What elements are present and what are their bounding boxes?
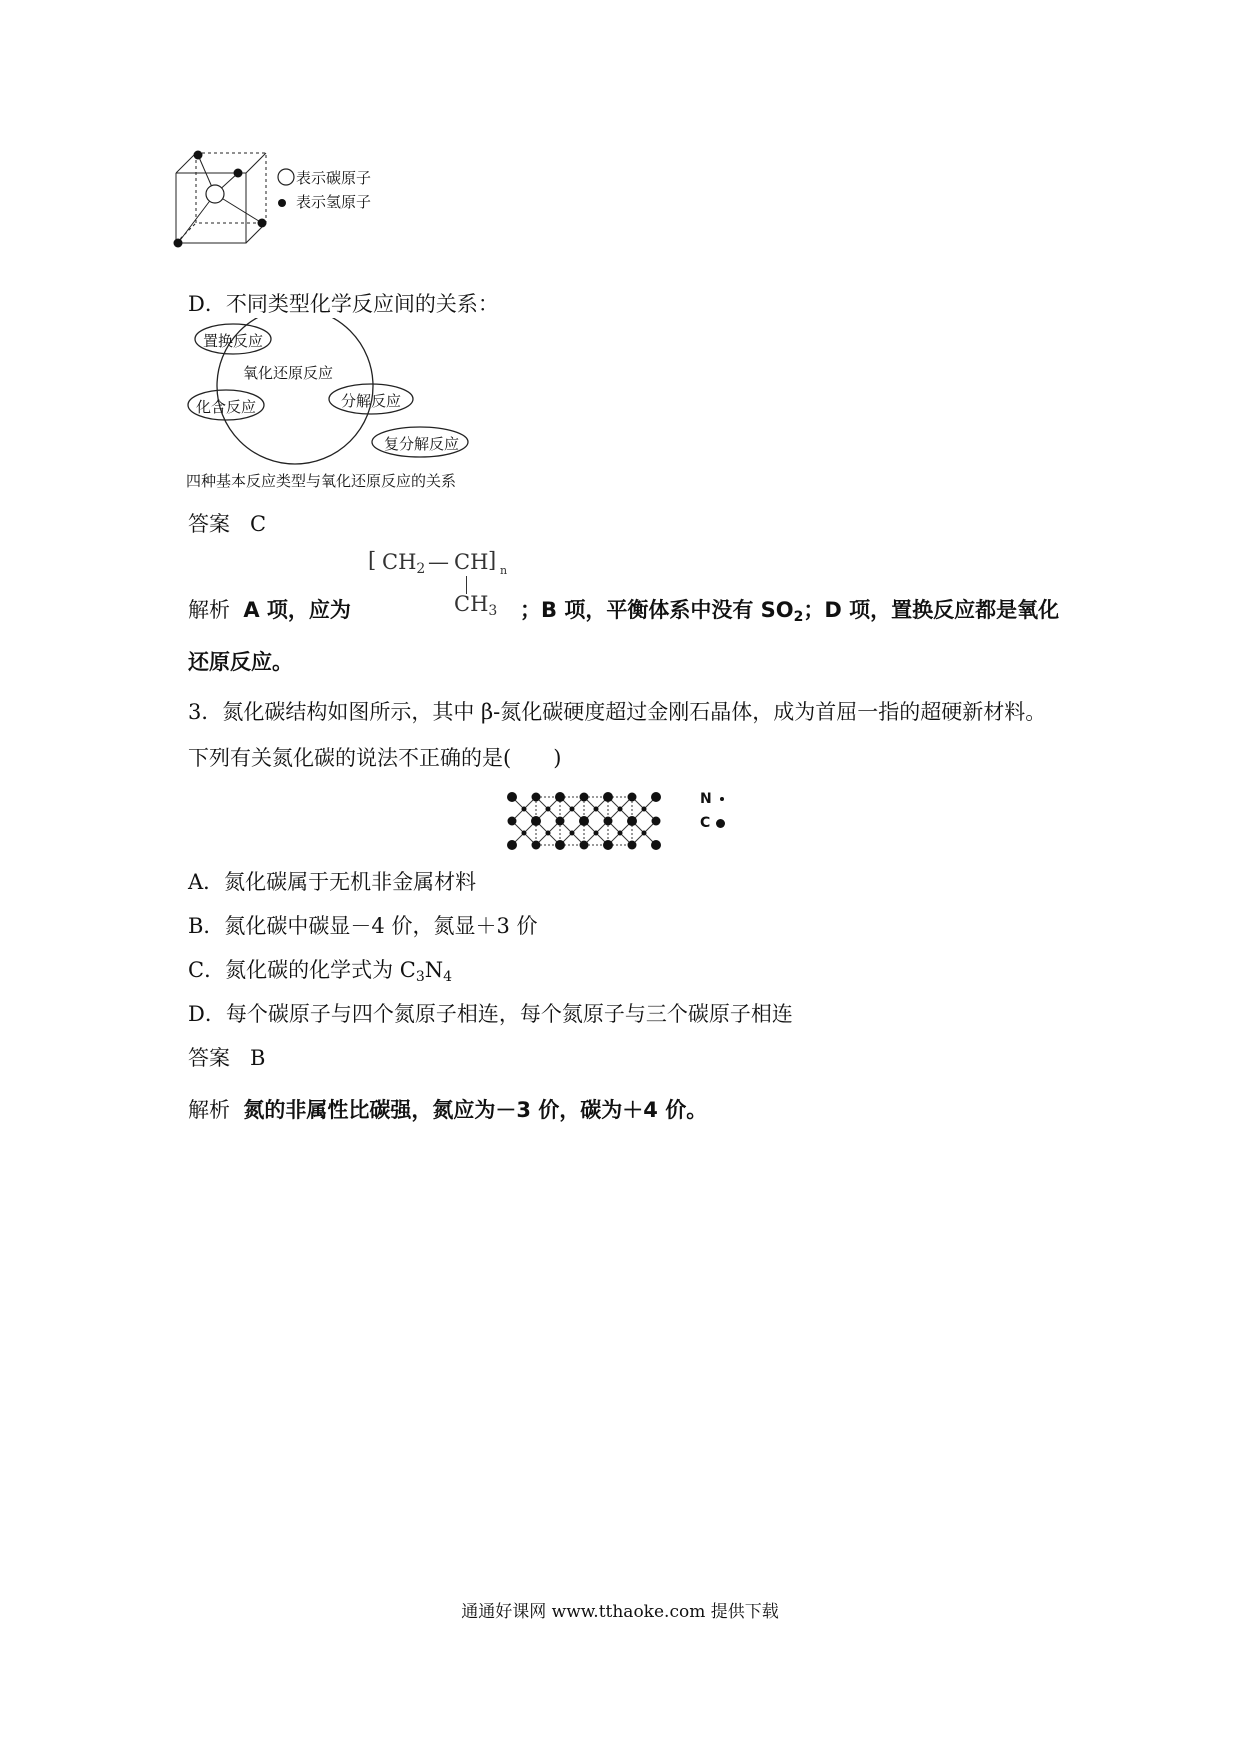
nitrogen-atom [618,831,623,836]
carbon-atom [579,816,589,826]
polymer-ch: CH [454,550,489,574]
polymer-formula [368,548,518,619]
carbon-atom [555,792,565,802]
displacement-label: 置换反应 [203,332,264,350]
double-decomposition-label: 复分解反应 [384,435,460,453]
nitrogen-atom [594,831,599,836]
carbon-atom [532,793,541,802]
hydrogen-legend-icon [278,199,286,207]
q3-option-b: B．氮化碳中碳显－4 价，氮显＋3 价 [188,914,538,938]
q2-analysis-line1 [188,596,351,624]
q3-option-a: A．氮化碳属于无机非金属材料 [188,870,477,894]
legend-carbon-label: 表示碳原子 [296,169,372,187]
legend-c: C [700,815,725,831]
q2-answer [188,510,266,538]
analysis-part1: A 项，应为 [243,598,351,622]
carbon-atom [507,840,517,850]
polymer-n: n [500,564,508,577]
carbon-atom [604,817,613,826]
footer-text: 通通好课网 www.tthaoke.com 提供下载 [461,1602,779,1622]
polymer-right-bracket: ] [488,548,497,572]
nitrogen-atom [546,831,551,836]
option-d-text: D．不同类型化学反应间的关系： [188,292,499,316]
nitrogen-atom [642,831,647,836]
q3-answer [188,1044,265,1072]
carbon-atom [651,840,661,850]
legend-n: N [700,791,724,807]
hydrogen-atom [234,169,243,178]
nitrogen-atom [594,807,599,812]
nitrogen-atom [522,831,527,836]
carbon-atom [556,817,565,826]
reaction-diagram-caption: 四种基本反应类型与氧化还原反应的关系 [186,472,457,490]
decomposition-label: 分解反应 [341,392,402,410]
carbon-atom [628,793,637,802]
carbon-atom [603,792,613,802]
hydrogen-atom [174,239,183,248]
polymer-bond: — [428,550,449,574]
polymer-left-bracket: [ [368,548,377,572]
nitrogen-atom [546,807,551,812]
q3-stem-line2: 下列有关氮化碳的说法不正确的是( ) [188,746,562,770]
carbon-atom [508,817,517,826]
carbon-atom [206,185,224,203]
combination-label: 化合反应 [196,398,257,416]
nitrogen-atom [570,831,575,836]
hydrogen-atom [258,219,267,228]
carbon-atom [628,841,637,850]
nitrogen-atom [570,807,575,812]
carbon-atom [580,793,589,802]
analysis-text: 氮的非属性比碳强，氮应为－3 价，碳为＋4 价。 [243,1098,708,1122]
nitrogen-atom [642,807,647,812]
analysis-label: 解析 [188,598,230,622]
carbon-atom [507,792,517,802]
carbon-atom [555,840,565,850]
carbon-atom [603,840,613,850]
analysis-label: 解析 [188,1098,230,1122]
q3-option-d: D．每个碳原子与四个氮原子相连，每个氮原子与三个碳原子相连 [188,1002,793,1026]
carbon-atom [580,841,589,850]
carbon-atom [531,816,541,826]
polymer-ch2: $CH_2$ [382,550,426,577]
nitrogen-atom [618,807,623,812]
redox-label: 氧化还原反应 [243,364,334,382]
answer-value: C [250,512,267,536]
q2-analysis-line2: 还原反应。 [188,650,293,674]
nitrogen-atom [522,807,527,812]
answer-label: 答案 [188,1046,230,1070]
carbon-atom [652,817,661,826]
legend-hydrogen-label: 表示氢原子 [296,193,372,211]
q3-stem-line1: 3．氮化碳结构如图所示，其中 β-氮化碳硬度超过金刚石晶体，成为首屈一指的超硬新材料。 [188,700,1047,724]
carbon-legend-icon [278,169,294,185]
q3-analysis [188,1096,707,1124]
q2-analysis-line1-rest: ；B 项，平衡体系中没有 $SO_2$；D 项，置换反应都是氧化 [520,598,1060,625]
answer-label: 答案 [188,512,230,536]
carbon-atom [627,816,637,826]
carbon-atom [532,841,541,850]
hydrogen-atom [194,151,203,160]
q3-option-c: C．氮化碳的化学式为 $C_3N_4$ [188,958,453,985]
answer-value: B [250,1046,266,1070]
carbon-atom [651,792,661,802]
polymer-ch3: $CH_3$ [454,592,498,619]
